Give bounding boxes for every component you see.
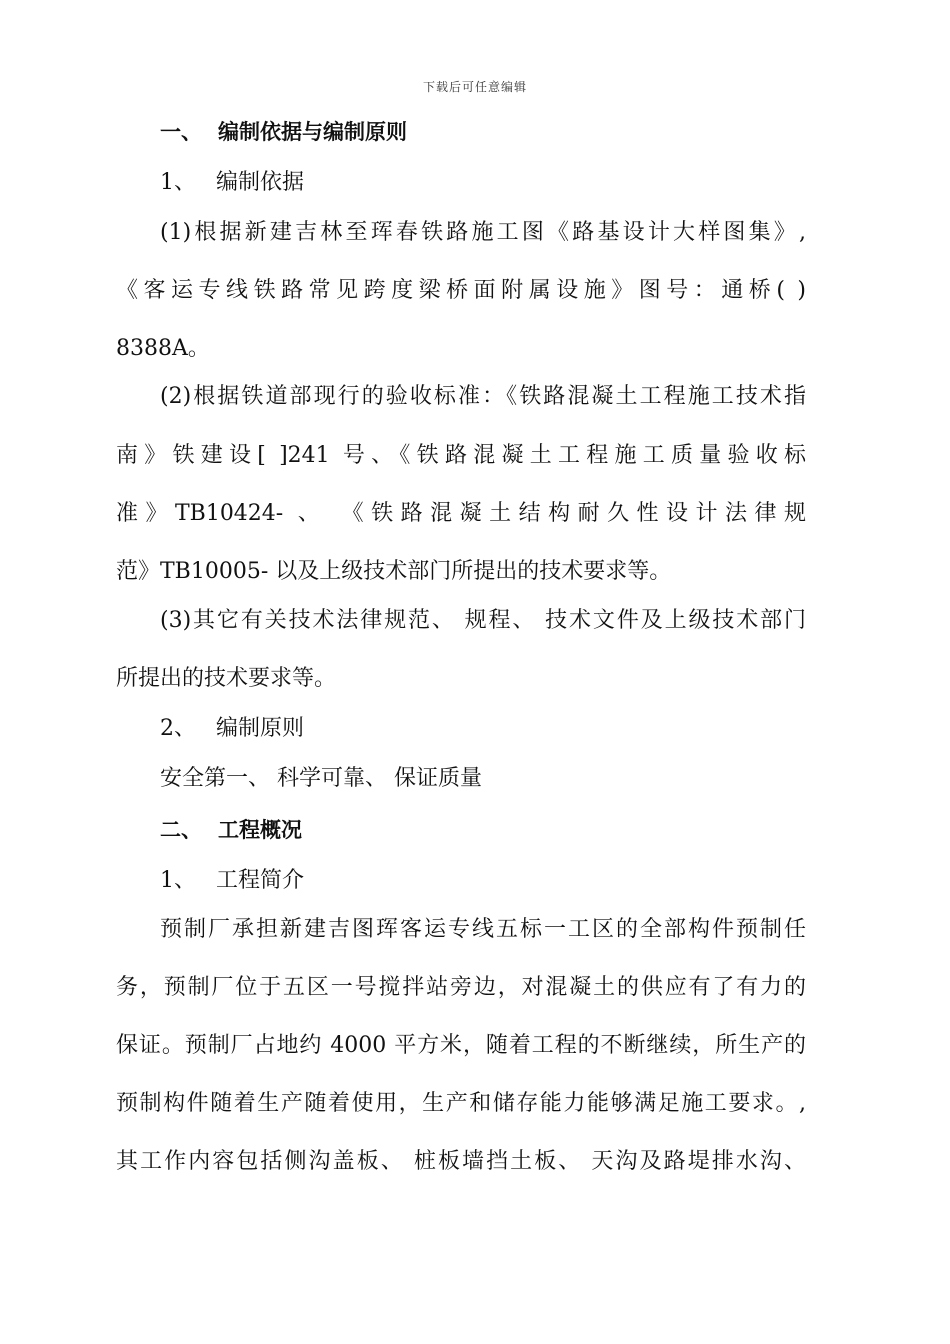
- section-number: 二、: [160, 818, 202, 842]
- paragraph-line: 所提出的技术要求等。: [116, 666, 337, 691]
- paragraph-line: 《客运专线铁路常见跨度梁桥面附属设施》图号：通桥( ): [116, 278, 806, 303]
- section-number: 一、: [160, 120, 202, 144]
- subsection-title: 编制原则: [216, 716, 305, 741]
- page-header-note: 下载后可任意编辑: [422, 80, 527, 94]
- subsection-title: 工程简介: [216, 868, 305, 893]
- paragraph-line: 8388A。: [116, 336, 210, 361]
- paragraph-line: 预制厂承担新建吉图珲客运专线五标一工区的全部构件预制任: [160, 917, 806, 942]
- paragraph-line: 南》铁建设[ ]241 号、《铁路混凝土工程施工质量验收标: [116, 443, 806, 468]
- paragraph-line: 其工作内容包括侧沟盖板、 桩板墙挡土板、 天沟及路堤排水沟、: [116, 1149, 806, 1174]
- subsection-heading-1-2: [160, 714, 806, 744]
- subsection-heading-1-1: [160, 168, 806, 198]
- subsection-number: 1、: [160, 868, 196, 893]
- subsection-heading-2-1: [160, 866, 806, 896]
- subsection-title: 编制依据: [216, 170, 305, 195]
- paragraph-line: 预制构件随着生产随着使用，生产和储存能力能够满足施工要求。,: [116, 1091, 806, 1116]
- paragraph-line: 范》TB10005- 以及上级技术部门所提出的技术要求等。: [116, 559, 672, 584]
- paragraph-line: 保证。预制厂占地约 4000 平方米，随着工程的不断继续，所生产的: [116, 1033, 806, 1058]
- section-title: 编制依据与编制原则: [218, 120, 407, 144]
- paragraph-line: (2)根据铁道部现行的验收标准：《铁路混凝土工程施工技术指: [160, 384, 806, 409]
- section-heading-1: [160, 117, 806, 147]
- section-heading-2: [160, 815, 806, 845]
- paragraph-line: 准》TB10424- 、 《铁路混凝土结构耐久性设计法律规: [116, 501, 806, 526]
- subsection-number: 2、: [160, 716, 196, 741]
- section-title: 工程概况: [218, 818, 302, 842]
- paragraph-line: 务，预制厂位于五区一号搅拌站旁边，对混凝土的供应有了有力的: [116, 975, 806, 1000]
- paragraph-line: 安全第一、 科学可靠、 保证质量: [160, 766, 482, 791]
- paragraph-line: (3)其它有关技术法律规范、 规程、 技术文件及上级技术部门: [160, 608, 806, 633]
- paragraph-line: (1)根据新建吉林至珲春铁路施工图《路基设计大样图集》,: [160, 220, 806, 245]
- subsection-number: 1、: [160, 170, 196, 195]
